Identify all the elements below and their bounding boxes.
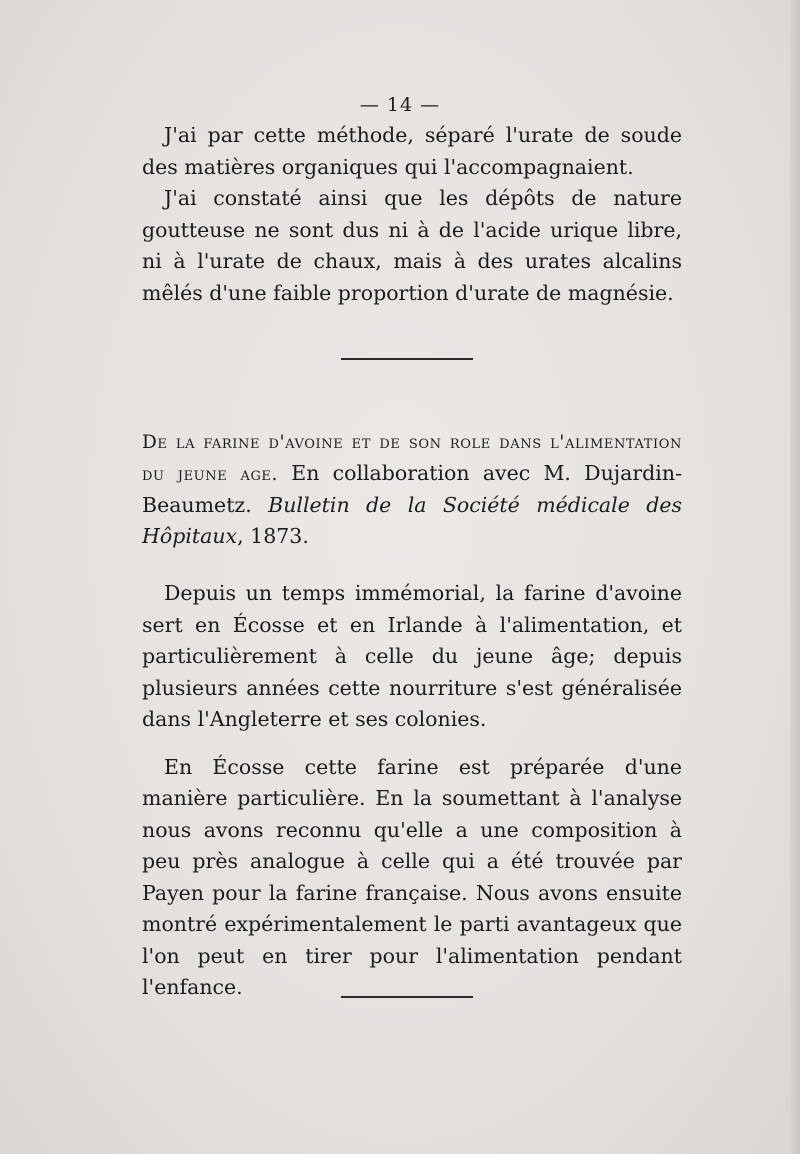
bibliographic-reference (142, 426, 682, 552)
body-paragraph-2: En Écosse cette farine est préparée d'une manière particulière. En la soumettant à l'analyse nous avons reconnu qu'elle a une composition à peu près analogue à celle qui a été trouvée par Payen pour la farine française. Nous avons ensuite montré expérimentalement le parti avantageux que l'on peut en tirer pour l'alimentation pendant l'enfance. (142, 754, 682, 999)
reference-year: , 1873. (237, 524, 309, 548)
intro-text (142, 120, 682, 309)
reference-collaboration: En collaboration avec M. Dujardin-Beaumetz. (142, 461, 682, 517)
body-text (142, 578, 682, 1004)
intro-paragraph-2: J'ai constaté ainsi que les dépôts de nature goutteuse ne sont dus ni à de l'acide urique libre, ni à l'urate de chaux, mais à des urates alcalins mêlés d'une faible proportion d'urate de magnésie. (142, 186, 682, 305)
page-number: — 14 — (359, 94, 441, 116)
page-edge (790, 0, 800, 1154)
reference-title: De la farine d'avoine et de son role dans l'alimentation du jeune age. (142, 432, 682, 485)
reference-journal: Bulletin de la Société médicale des Hôpitaux (142, 493, 682, 548)
section-divider-bottom (341, 996, 473, 998)
body-paragraph-1: Depuis un temps immémorial, la farine d'avoine sert en Écosse et en Irlande à l'alimentation, et particulièrement à celle du jeune âge; depuis plusieurs années cette nourriture s'est généralisée dans l'Angleterre et ses colonies. (142, 581, 682, 731)
reference-entry (142, 426, 682, 552)
section-divider-top (341, 358, 473, 360)
intro-paragraph-1: J'ai par cette méthode, séparé l'urate de soude des matières organiques qui l'accompagnaient. (142, 123, 682, 179)
